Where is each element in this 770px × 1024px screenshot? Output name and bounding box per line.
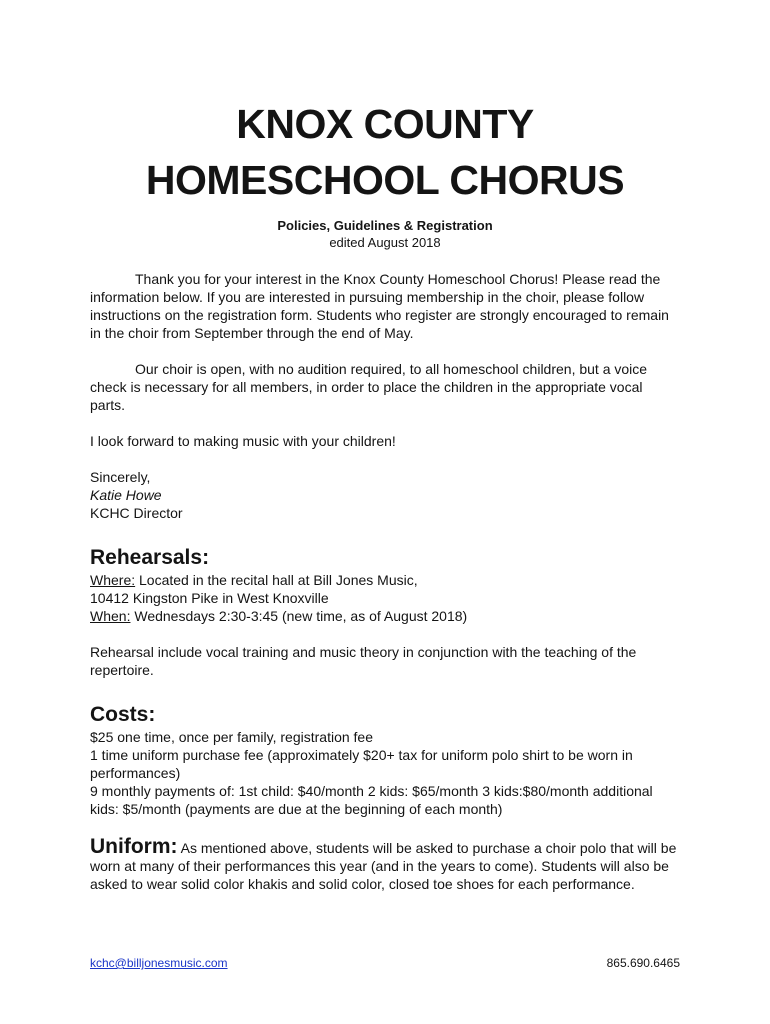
page-title	[90, 96, 680, 208]
costs-heading: Costs:	[90, 703, 156, 726]
rehearsals-description: Rehearsal include vocal training and music theory in conjunction with the teaching of the repertoire.	[90, 644, 637, 678]
intro-paragraph-1: Thank you for your interest in the Knox County Homeschool Chorus! Please read the information below. If you are interested in pursuing membership in the choir, please follow instructions on the registration form. Students who register are strongly encouraged to remain in the choir from September through the end of May.	[90, 271, 669, 341]
footer-email-link[interactable]: kchc@billjonesmusic.com	[90, 956, 228, 970]
footer	[90, 954, 680, 972]
title-line-1: KNOX COUNTY	[236, 101, 534, 147]
uniform-section	[90, 835, 680, 893]
where-line-1: Located in the recital hall at Bill Jones Music,	[135, 572, 418, 588]
title-line-2: HOMESCHOOL CHORUS	[145, 157, 625, 203]
intro-paragraph-2: Our choir is open, with no audition required, to all homeschool children, but a voice check is necessary for all members, in order to place the children in the appropriate vocal parts.	[90, 361, 648, 413]
director-role: KCHC Director	[90, 505, 183, 521]
subtitle: Policies, Guidelines & Registration	[277, 218, 493, 233]
cost-monthly: 9 monthly payments of: 1st child: $40/month 2 kids: $65/month 3 kids:$80/month additional kids: $5/month (payments are due at the beginning of each month)	[90, 783, 653, 817]
where-label: Where:	[90, 572, 136, 588]
signature: Katie Howe	[90, 487, 162, 503]
rehearsals-when	[90, 607, 680, 625]
cost-registration: $25 one time, once per family, registration fee	[90, 729, 374, 745]
rehearsals-address: 10412 Kingston Pike in West Knoxville	[90, 590, 329, 606]
uniform-heading: Uniform:	[90, 835, 178, 858]
uniform-text: As mentioned above, students will be asked to purchase a choir polo that will be worn at many of their performances this year (and in the years to come). Students will also be asked to wear solid color khakis and solid color, closed toe shoes for each performance.	[90, 840, 677, 892]
cost-uniform: 1 time uniform purchase fee (approximately $20+ tax for uniform polo shirt to be worn in performances)	[90, 747, 633, 781]
when-label: When:	[90, 608, 131, 624]
when-text: Wednesdays 2:30-3:45 (new time, as of August 2018)	[130, 608, 468, 624]
rehearsals-where	[90, 571, 680, 589]
intro-paragraph-3: I look forward to making music with your children!	[90, 433, 396, 449]
rehearsals-heading: Rehearsals:	[90, 546, 210, 569]
footer-phone: 865.690.6465	[606, 956, 680, 970]
edited-date: edited August 2018	[329, 235, 441, 250]
closing: Sincerely,	[90, 469, 151, 485]
